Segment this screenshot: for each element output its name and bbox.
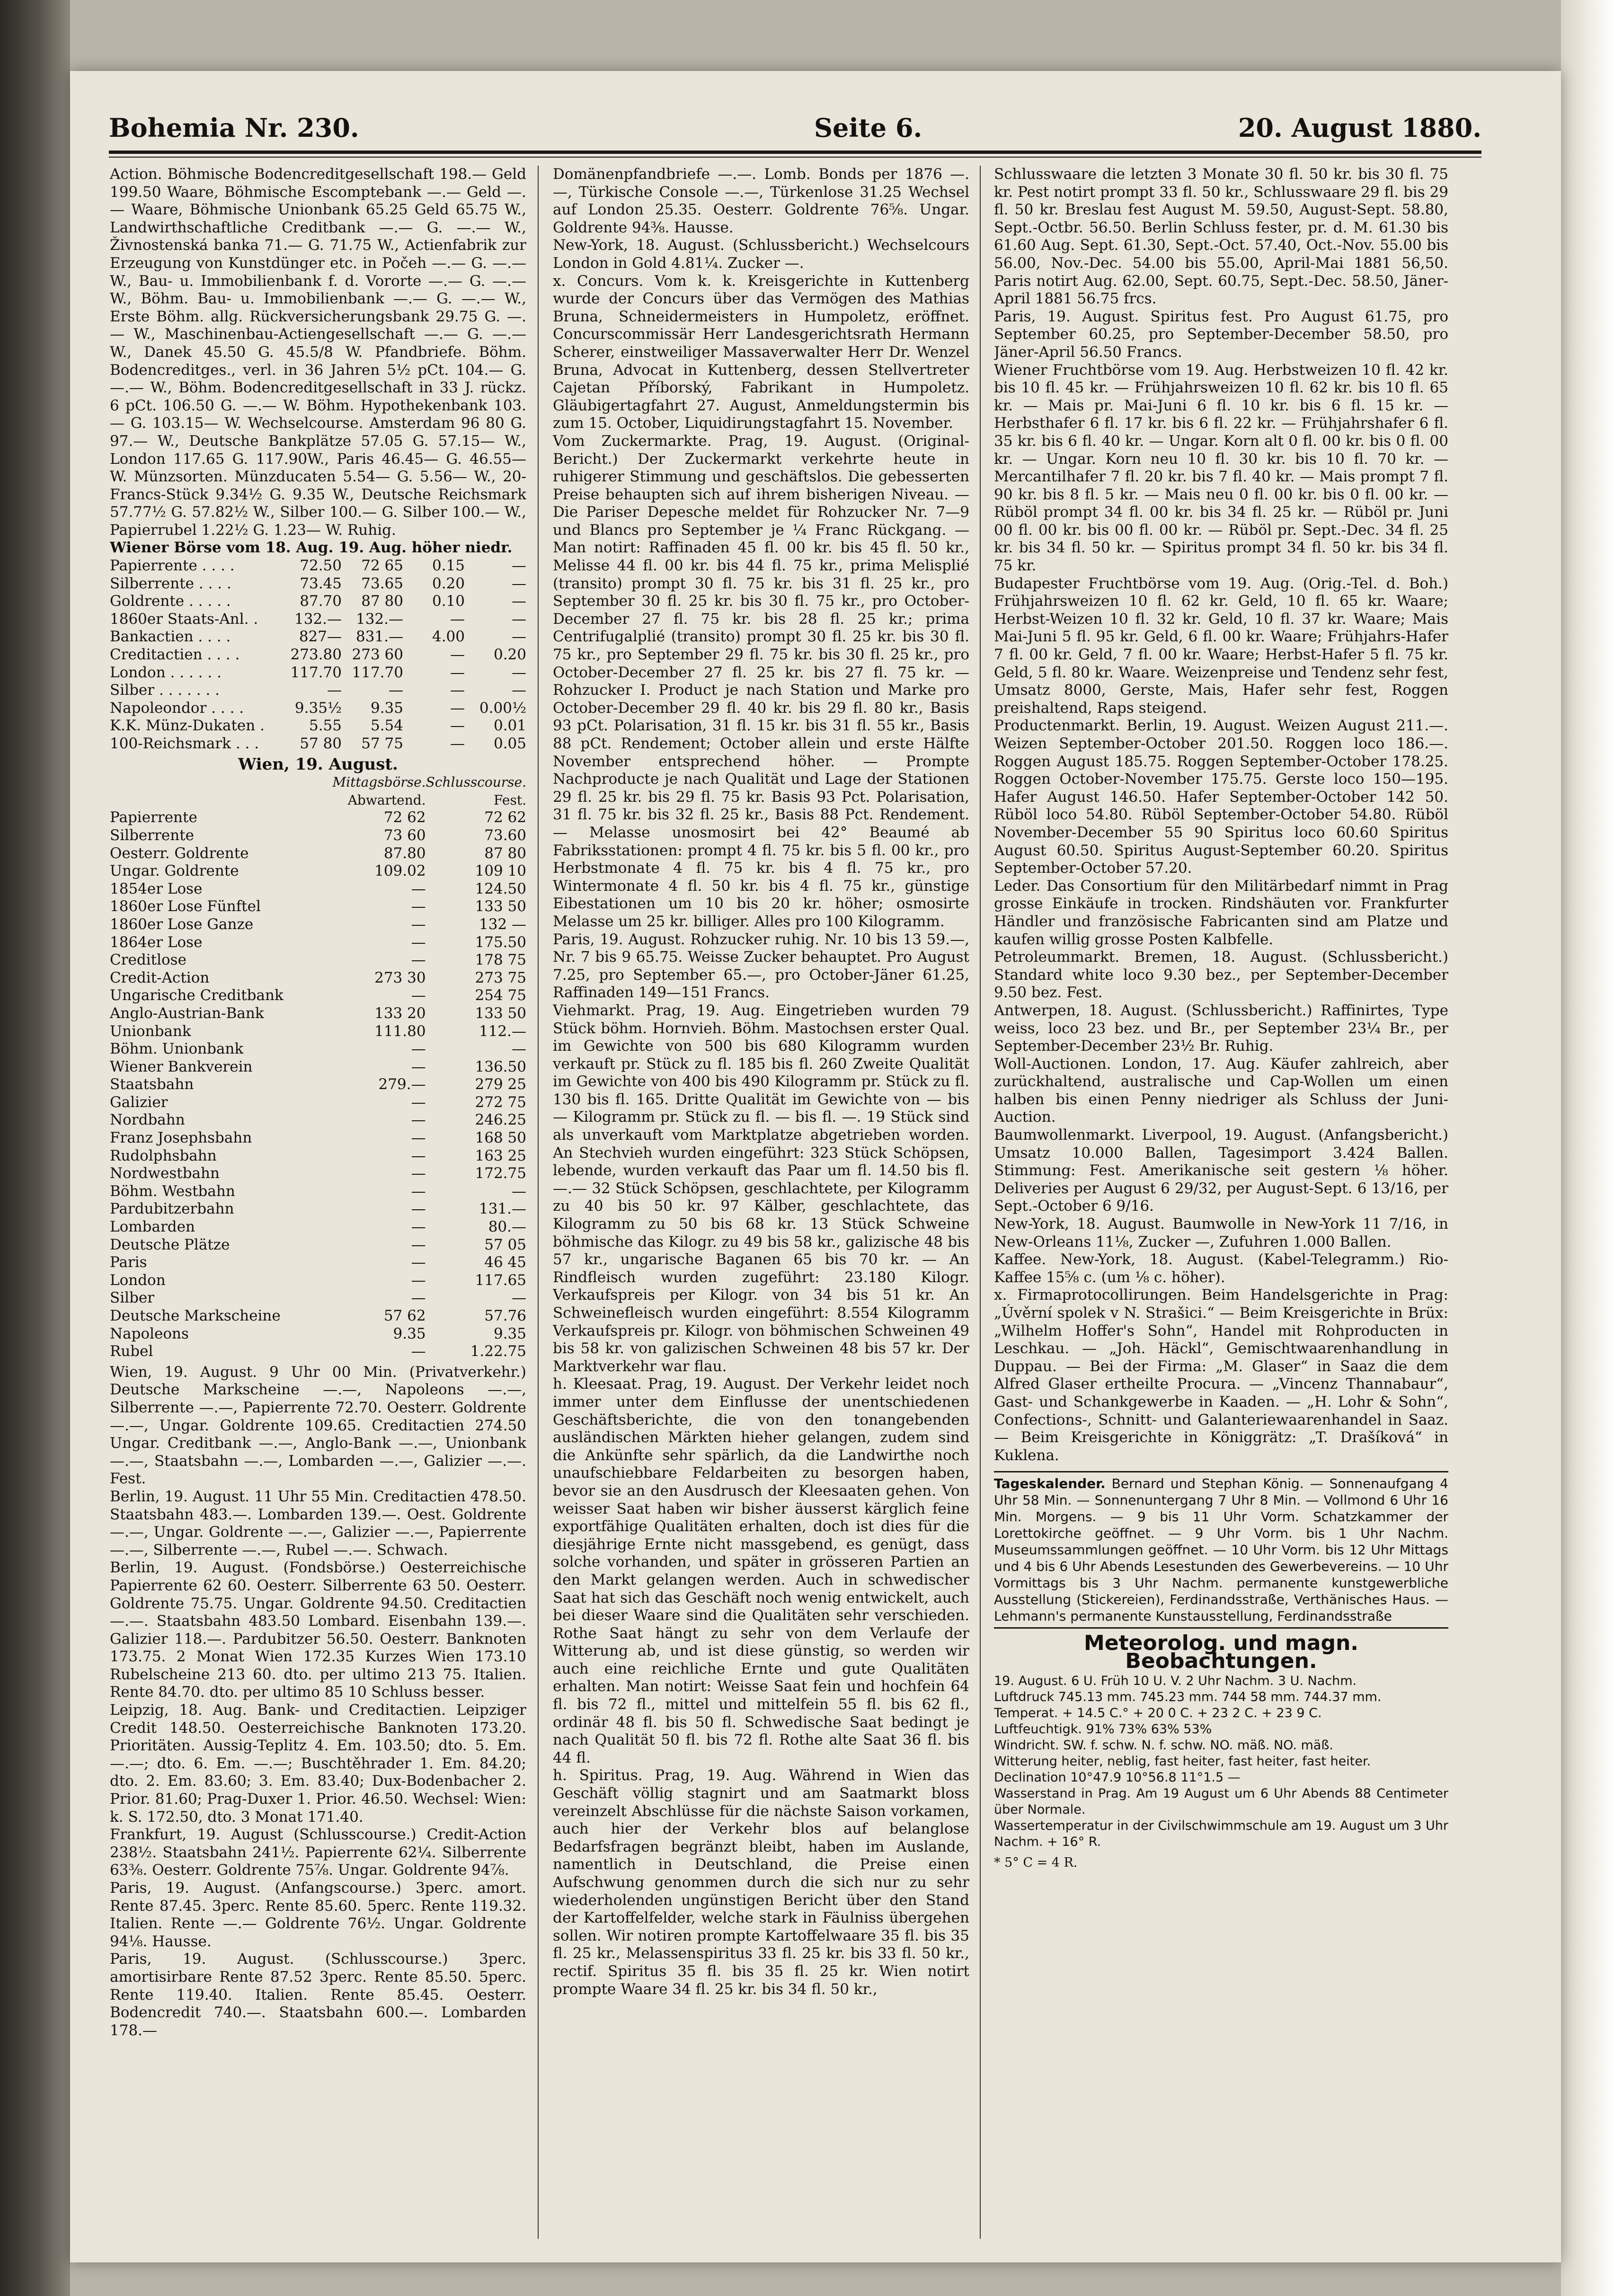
table-row bbox=[110, 700, 526, 718]
quote-value: 87.70 bbox=[300, 593, 342, 610]
security-name: 1860er Lose Fünftel bbox=[110, 898, 261, 915]
table-row bbox=[110, 575, 526, 593]
meteo-line: Luftdruck 745.13 mm. 745.23 mm. 744 58 mm. 744.37 mm. bbox=[994, 1689, 1382, 1704]
table-row bbox=[110, 1040, 526, 1058]
quote-value: 57.76 bbox=[484, 1307, 526, 1324]
produce-market-report: Productenmarkt. Berlin, 19. August. Weizen August 211.—. Weizen September-October 201.50. Roggen loco 186.—. Roggen August 185.75. Roggen September-October 178.25. Roggen October-November 175.75. Gerste loco 150—195. Hafer August 146.50. Hafer September-October 142 50. Rüböl loco 54.80. Rüböl September-October 54.80. Rüböl November-December 55 90 Spiritus loco 60.60 Spiritus August 60.50. Spiritus August-September 60.20. Spiritus September-October 57.20. bbox=[994, 717, 1448, 877]
quote-value: 273 60 bbox=[352, 646, 403, 664]
wien-col-sub-1: Abwartend. bbox=[347, 792, 426, 808]
quote-value: 831.— bbox=[355, 628, 403, 646]
security-name: Deutsche Markscheine bbox=[110, 1307, 281, 1324]
table-row bbox=[110, 1129, 526, 1147]
table-row bbox=[110, 1307, 526, 1325]
quote-value: 827— bbox=[299, 628, 342, 646]
table-row bbox=[110, 1236, 526, 1254]
scan-left-edge bbox=[0, 0, 70, 2296]
quote-value: 124.50 bbox=[475, 880, 526, 897]
security-name: Oesterr. Goldrente bbox=[110, 844, 249, 862]
security-name: Böhm. Westbahn bbox=[110, 1182, 235, 1200]
wiener-boerse-title: Wiener Börse vom 18. Aug. 19. Aug. höher niedr. bbox=[110, 539, 513, 557]
table-row bbox=[110, 969, 526, 987]
security-name: Goldrente . . . . . bbox=[110, 593, 231, 610]
meteo-title: Meteorolog. und magn. Beobachtungen. bbox=[1083, 1631, 1359, 1673]
meteo-line: Wassertemperatur in der Civilschwimmschule am 19. August um 3 Uhr Nachm. + 16° R. bbox=[994, 1818, 1448, 1849]
table-row bbox=[110, 1076, 526, 1094]
table-row bbox=[110, 557, 526, 575]
column-divider-2 bbox=[980, 166, 981, 2239]
wiener-boerse-rows bbox=[110, 557, 526, 753]
quote-value: 73.45 bbox=[300, 575, 342, 592]
quote-value: 0.00½ bbox=[479, 699, 526, 717]
table-row bbox=[110, 845, 526, 863]
table-row bbox=[110, 809, 526, 827]
table-row bbox=[110, 1200, 526, 1218]
quote-value: 72 62 bbox=[484, 809, 526, 826]
security-name: Rudolphsbahn bbox=[110, 1147, 217, 1164]
day-calendar-text: Bernard und Stephan König. — Sonnenaufgang 4 Uhr 58 Min. — Sonnenuntergang 7 Uhr 8 Min. — Vollmond 6 Uhr 16 Min. Morgens. — 9 bis 11 Uhr Vorm. Schatzkammer der Lorettokirche geöffnet. — 9 Uhr Vorm. bis 1 Uhr Nachm. Museumssammlungen geöffnet. — 10 Uhr Vorm. bis 12 Uhr Mittags und 4 bis 6 Uhr Abends Lesestunden des Gewerbevereins. — 10 Uhr Vormittags bis 3 Uhr Nachm. permanente kunstgewerbliche Ausstellung (Stickereien), Ferdinandsstraße, Verthänisches Haus. — Lehmann's permanente Kunstausstellung, Ferdinandsstraße bbox=[994, 1476, 1448, 1624]
table-row bbox=[110, 646, 526, 664]
foreign-bonds-report: Domänenpfandbriefe —.—. Lomb. Bonds per 1876 —.—, Türkische Console —.—, Türkenlose 31.25 Wechsel auf London 25.35. Oesterr. Goldrente 76⅝. Ungar. Goldrente 94⅜. Hausse. New-York, 18. August. (Schlussbericht.) Wechselcours London in Gold 4.81¼. Zucker —. bbox=[553, 166, 969, 272]
spirits-report-continued: Schlusswaare die letzten 3 Monate 30 fl. 50 kr. bis 30 fl. 75 kr. Pest notirt prompt 33 fl. 50 kr., Schlusswaare 29 fl. bis 29 fl. 50 kr. Breslau fest August M. 59.50, August-Sept. 58.80, Sept.-Octbr. 56.50. Berlin Schluss fester, pr. d. M. 61.30 bis 61.60 Aug. Sept. 61.30, Sept.-Oct. 57.40, Oct.-Nov. 55.00 bis 56.00, Nov.-Dec. 54.00 bis 55.00, April-Mai 1881 56,50. Paris notirt Aug. 62.00, Sept. 60.75, Sept.-Dec. 58.50, Jäner-April 1881 56.75 frcs. Paris, 19. August. Spiritus fest. Pro August 61.75, pro September 60.25, pro September-December 58.50, pro Jäner-April 56.50 Francs. bbox=[994, 166, 1448, 361]
meteo-observations bbox=[994, 1673, 1448, 1850]
quote-value: — bbox=[512, 628, 526, 646]
security-name: Galizier bbox=[110, 1093, 168, 1111]
foreign-exchange-reports: Wien, 19. August. 9 Uhr 00 Min. (Privatverkehr.) Deutsche Markscheine —.—, Napoleons —.—, Silberrente —.—, Papierrente 72.70. Oesterr. Goldrente —.—, Ungar. Goldrente 109.65. Creditactien 274.50 Ungar. Creditbank —.—, Anglo-Bank —.—, Unionbank —.—, Staatsbahn —.—, Lombarden —.—, Galizier —.—. Fest. Berlin, 19. August. 11 Uhr 55 Min. Creditactien 478.50. Staatsbahn 483.—. Lombarden 139.—. Oest. Goldrente —.—, Ungar. Goldrente —.—, Galizier —.—, Papierrente —.—, Silberrente —.—, Rubel —.—. Schwach. Berlin, 19. August. (Fondsbörse.) Oesterreichische Papierrente 62 60. Oesterr. Silberrente 63 50. Oesterr. Goldrente 75.75. Ungar. Goldrente 94.50. Creditactien —.—. Staatsbahn 483.50 Lombard. Eisenbahn 139.—. Galizier 118.—. Pardubitzer 56.50. Oesterr. Banknoten 173.75. 2 Monat Wien 172.35 Kurzes Wien 173.10 Rubelscheine 213 60. dto. per ultimo 213 75. Italien. Rente 84.70. dto. per ultimo 85 10 Schluss besser. Leipzig, 18. Aug. Bank- und Creditactien. Leipziger Credit 148.50. Oesterreichische Banknoten 173.20. Prioritäten. Aussig-Teplitz 4. Em. 103.50; dto. 5. Em. —.—; dto. 6. Em. —.—; Buschtěhrader 1. Em. 84.20; dto. 2. Em. 83.60; 3. Em. 83.40; Dux-Bodenbacher 2. Prior. 81.60; Prag-Duxer 1. Prior. 46.50. Wechsel: Wien: k. S. 172.50, dto. 3 Monat 171.40. Frankfurt, 19. August (Schlusscourse.) Credit-Action 238½. Staatsbahn 241½. Papierrente 62¼. Silberrente 63⅜. Oesterr. Goldrente 75⅞. Ungar. Goldrente 94⅞. Paris, 19. August. (Anfangscourse.) 3perc. amort. Rente 87.45. 3perc. Rente 85.60. 5perc. Rente 119.32. Italien. Rente —.— Goldrente 76½. Ungar. Goldrente 94⅛. Hausse. Paris, 19. August. (Schlusscourse.) 3perc. amortisirbare Rente 87.52 3perc. Rente 85.50. 5perc. Rente 119.40. Italien. Rente 85.45. Oesterr. Bodencredit 740.—. Staatsbahn 600.—. Lombarden 178.— bbox=[110, 1363, 526, 2039]
table-row bbox=[110, 1111, 526, 1129]
quote-value: 132.— bbox=[294, 610, 342, 628]
quote-value: 9.35½ bbox=[294, 699, 342, 717]
coffee-report: Kaffee. New-York, 18. August. (Kabel-Telegramm.) Rio-Kaffee 15⅝ c. (um ⅛ c. höher). bbox=[994, 1251, 1448, 1286]
security-name: Wiener Bankverein bbox=[110, 1058, 253, 1075]
quote-value: — bbox=[512, 682, 526, 699]
quote-value: 132 — bbox=[479, 915, 526, 933]
table-row bbox=[110, 1023, 526, 1041]
table-row bbox=[110, 1094, 526, 1112]
security-name: Anglo-Austrian-Bank bbox=[110, 1004, 264, 1022]
quote-value: 0.10 bbox=[432, 593, 465, 610]
quote-value: — bbox=[512, 557, 526, 575]
security-name: Silberrente bbox=[110, 826, 195, 844]
table-row bbox=[110, 951, 526, 969]
cotton-market-report: Baumwollenmarkt. Liverpool, 19. August. (Anfangsbericht.) Umsatz 10.000 Ballen, Tagesimport 3.424 Ballen. Stimmung: Fest. Amerikanische seit gestern ⅛ höher. Deliveries per August 6 29/32, per August-Sept. 6 13/16, per Sept.-October 6 9/16. New-York, 18. August. Baumwolle in New-York 11 7/16, in New-Orleans 11⅛, Zucker —, Zufuhren 1.000 Ballen. bbox=[994, 1126, 1448, 1250]
table-row bbox=[110, 1254, 526, 1272]
quote-value: — bbox=[512, 575, 526, 592]
security-name: Napoleondor . . . . bbox=[110, 699, 244, 717]
quote-value: — bbox=[411, 1040, 426, 1058]
quote-value: — bbox=[512, 610, 526, 628]
table-row bbox=[110, 987, 526, 1005]
quote-value: 109 10 bbox=[475, 862, 526, 880]
quote-value: — bbox=[450, 682, 465, 699]
table-row bbox=[110, 862, 526, 880]
security-name: Papierrente . . . . bbox=[110, 557, 235, 575]
security-name: 1860er Lose Ganze bbox=[110, 915, 254, 933]
table-row bbox=[110, 1289, 526, 1307]
quote-value: — bbox=[450, 610, 465, 628]
budapest-grain-exchange: Budapester Fruchtbörse vom 19. Aug. (Orig.-Tel. d. Boh.) Frühjahrsweizen 10 fl. 62 kr. Geld, 10 fl. 65 kr. Waare; Herbst-Weizen 10 fl. 32 kr. Geld, 10 fl. 37 kr. Waare; Mais Mai-Juni 5 fl. 95 kr. Geld, 6 fl. 00 kr. Waare; Frühjahrs-Hafer 7 fl. 00 kr. Geld, 7 fl. 00 kr. Waare; Herbst-Hafer 5 fl. 75 kr. Geld, 5 fl. 80 kr. Waare. Weizenpreise und Tendenz sehr fest, Umsatz 8000, Gerste, Mais, Hafer sehr fest, Roggen preishaltend, Raps steigend. bbox=[994, 575, 1448, 717]
security-name: Credit-Action bbox=[110, 969, 210, 986]
table-row bbox=[110, 898, 526, 916]
quote-value: 168 50 bbox=[475, 1129, 526, 1147]
quote-value: 0.20 bbox=[493, 646, 526, 664]
quote-value: 72 62 bbox=[383, 809, 426, 826]
security-name: Rubel bbox=[110, 1343, 153, 1360]
quote-value: — bbox=[450, 735, 465, 752]
day-calendar-box bbox=[994, 1471, 1448, 1629]
column-2 bbox=[553, 166, 969, 2239]
quote-value: 133 50 bbox=[475, 1004, 526, 1022]
table-row bbox=[110, 1325, 526, 1343]
quote-value: 0.05 bbox=[493, 735, 526, 752]
wool-auction-report: Woll-Auctionen. London, 17. Aug. Käufer zahlreich, aber zurückhaltend, australische und Cap-Wollen um einen halben bis einen Penny niedriger als Schluss der Juni-Auction. bbox=[994, 1055, 1448, 1126]
quote-value: 87.80 bbox=[383, 844, 426, 862]
quote-value: 273 75 bbox=[475, 969, 526, 986]
quote-value: — bbox=[512, 593, 526, 610]
table-row bbox=[110, 916, 526, 934]
quote-value: 9.35 bbox=[393, 1325, 426, 1342]
wien-col-head-1: Mittagsbörse. bbox=[332, 774, 426, 790]
quote-value: 73.65 bbox=[361, 575, 403, 592]
quote-value: 133 50 bbox=[475, 898, 526, 915]
scan-right-edge bbox=[1561, 0, 1614, 2296]
quote-value: 9.35 bbox=[370, 699, 403, 717]
quote-value: — bbox=[411, 1289, 426, 1307]
quote-value: — bbox=[411, 1254, 426, 1271]
security-name: Napoleons bbox=[110, 1325, 189, 1342]
security-name: Staatsbahn bbox=[110, 1076, 194, 1093]
table-row bbox=[110, 664, 526, 682]
quote-value: 0.01 bbox=[493, 717, 526, 735]
quote-value: — bbox=[411, 951, 426, 969]
security-name: Nordwestbahn bbox=[110, 1165, 220, 1182]
security-name: K.K. Münz-Dukaten . bbox=[110, 717, 265, 735]
quote-value: 5.54 bbox=[370, 717, 403, 735]
security-name: Pardubitzerbahn bbox=[110, 1200, 234, 1218]
security-name: Silber . . . . . . . bbox=[110, 682, 220, 699]
quote-value: — bbox=[411, 1093, 426, 1111]
quote-value: — bbox=[411, 987, 426, 1004]
security-name: Franz Josephsbahn bbox=[110, 1129, 252, 1147]
meteo-line: Windricht. SW. f. schw. N. f. schw. NO. mäß. NO. mäß. bbox=[994, 1738, 1333, 1753]
masthead bbox=[109, 113, 1481, 151]
quote-value: — bbox=[450, 717, 465, 735]
quote-value: 111.80 bbox=[374, 1022, 426, 1040]
column-3 bbox=[994, 166, 1448, 2239]
vienna-grain-exchange: Wiener Fruchtbörse vom 19. Aug. Herbstweizen 10 fl. 42 kr. bis 10 fl. 45 kr. — Frühjahrsweizen 10 fl. 62 kr. bis 10 fl. 65 kr. — Mais pr. Mai-Juni 6 fl. 10 kr. bis 6 fl. 15 kr. — Herbsthafer 6 fl. 17 kr. bis 6 fl. 22 kr. — Frühjahrshafer 6 fl. 35 kr. bis 6 fl. 40 kr. — Ungar. Korn alt 0 fl. 00 kr. bis 0 fl. 00 kr. — Ungar. Korn neu 10 fl. 30 kr. bis 10 fl. 70 kr. — Mercantilhafer 7 fl. 20 kr. bis 7 fl. 40 kr. — Mais prompt 7 fl. 90 kr. bis 8 fl. 5 kr. — Mais neu 0 fl. 00 kr. bis 0 fl. 00 kr. — Rüböl prompt 34 fl. 00 kr. bis 34 fl. 25 kr. — Rüböl pr. Juni 00 fl. 00 kr. bis 00 fl. 00 kr. — Rüböl pr. Sept.-Dec. 34 fl. 25 kr. bis 34 fl. 50 kr. — Spiritus prompt 34 fl. 50 kr. bis 34 fl. 75 kr. bbox=[994, 361, 1448, 575]
quote-value: 117.70 bbox=[290, 664, 342, 681]
leather-report: Leder. Das Consortium für den Militärbedarf nimmt in Prag grosse Einkäufe in trocken. Rindshäuten vor. Frankfurter Händler und französische Fabricanten sind am Platze und kaufen willig grosse Posten Kalbfelle. bbox=[994, 877, 1448, 948]
petroleum-report: Petroleummarkt. Bremen, 18. August. (Schlussbericht.) Standard white loco 9.30 bez., per September-December 9.50 bez. Fest. Antwerpen, 18. August. (Schlussbericht.) Raffinirtes, Type weiss, loco 23 bez. und Br., per September 23¼ Br., per September-December 23½ Br. Ruhig. bbox=[994, 949, 1448, 1055]
wien-course-table bbox=[110, 756, 526, 1361]
quote-value: 279.— bbox=[378, 1076, 426, 1093]
day-calendar-title: Tageskalender. bbox=[994, 1476, 1106, 1492]
meteo-line: Luftfeuchtigk. 91% 73% 63% 53% bbox=[994, 1721, 1212, 1737]
prague-exchange-report: Action. Böhmische Bodencreditgesellschaft 198.— Geld 199.50 Waare, Böhmische Escomptebank —.— Geld —.— Waare, Böhmische Unionbank 65.25 Geld 65.75 W., Landwirthschaftliche Creditbank —.— G. —.— W., Živnostenská banka 71.— G. 71.75 W., Actienfabrik zur Erzeugung von Kunstdünger etc. in Počeh —.— G. —.— W., Bau- u. Immobilienbank f. d. Vororte —.— G. —.— W., Böhm. Bau- u. Immobilienbank —.— G. —.— W., Erste Böhm. allg. Rückversicherungsbank 29.75 G. —.— W., Maschinenbau-Actiengesellschaft —.— G. —.— W., Danek 45.50 G. 45.5/8 W. Pfandbriefe. Böhm. Bodencreditges., verl. in 36 Jahren 5½ pCt. 104.— G. —.— W., Böhm. Bodencreditgesellschaft in 33 J. rückz. 6 pCt. 106.50 G. —.— W. Böhm. Hypothekenbank 103.— G. 103.15— W. Wechselcourse. Amsterdam 96 80 G. 97.— W., Deutsche Bankplätze 57.05 G. 57.15— W., London 117.65 G. 117.90W., Paris 46.45— G. 46.55— W. Münzsorten. Münzducaten 5.54— G. 5.56— W., 20-Francs-Stück 9.34½ G. 9.35 W., Deutsche Reichsmark 57.77½ G. 57.82½ W., Silber 100.— G. Silber 100.— W., Papierrubel 1.22½ G. 1.23— W. Ruhig. bbox=[110, 166, 526, 539]
security-name: 1854er Lose bbox=[110, 880, 203, 897]
quote-value: — bbox=[411, 1271, 426, 1289]
quote-value: 279 25 bbox=[475, 1076, 526, 1093]
security-name: Ungarische Creditbank bbox=[110, 987, 284, 1004]
clover-seed-report: h. Kleesaat. Prag, 19. August. Der Verkehr leidet noch immer unter dem Einflusse der unentschiedenen Geschäftsberichte, die von den tonangebenden ausländischen Märkten hieher gelangen, zudem sind die Ankünfte sehr spärlich, da die Landwirthe noch unaufschiebbare Feldarbeiten zu besorgen haben, bevor sie an den Ausdrusch der Kleesaaten gehen. Von weisser Saat haben wir bisher äusserst kärglich feine exportfähige Qualitäten erhalten, doch ist dies für die diesjährige Ernte nicht massgebend, es genügt, dass solche vorhanden, und später in grösseren Partien an den Markt gelangen werden. Auch in schwedischer Saat hat sich das Geschäft noch wenig entwickelt, auch bei dieser Waare sind die Qualitäten sehr verschieden. Rothe Saat hängt zu sehr von dem Verlaufe der Witterung ab, und ist diese günstig, so werden wir auch eine reichliche Ernte und gute Qualitäten erhalten. Man notirt: Weisse Saat fein und hochfein 64 fl. bis 72 fl., mittel und mittelfein 55 fl. bis 62 fl., ordinär 48 fl. bis 50 fl. Schwedische Saat bedingt je nach Qualität 50 fl. bis 72 fl. Rothe alte Saat 36 fl. bis 44 fl. bbox=[553, 1375, 969, 1766]
security-name: Ungar. Goldrente bbox=[110, 862, 239, 880]
security-name: London . . . . . . bbox=[110, 664, 222, 681]
column-1 bbox=[110, 166, 526, 2239]
quote-value: — bbox=[411, 1165, 426, 1182]
wien-title: Wien, 19. August. bbox=[238, 754, 398, 774]
quote-value: 72.50 bbox=[300, 557, 342, 575]
quote-value: — bbox=[389, 682, 403, 699]
column-divider-1 bbox=[538, 166, 539, 2239]
quote-value: 73.60 bbox=[484, 826, 526, 844]
quote-value: 73 60 bbox=[383, 826, 426, 844]
spirits-report: h. Spiritus. Prag, 19. Aug. Während in Wien das Geschäft völlig stagnirt und am Saatmarkt bloss vereinzelt Abschlüsse für die nächste Saison vorkamen, auch hier der Verkehr blos auf belanglose Bedarfsfragen begränzt bleibt, haben im Auslande, namentlich in Deutschland, die Preise einen Aufschwung genommen durch die sich nur zu sehr wiederholenden ungünstigen Bericht über den Stand der Kartoffelfelder, welche stark in Fäulniss übergehen sollen. Wir notiren prompte Kartoffelwaare 35 fl. bis 35 fl. 25 kr., Melassenspiritus 33 fl. 25 kr. bis 33 fl. 50 kr., rectif. Spiritus 35 fl. bis 35 fl. 25 kr. Wien notirt prompte Waare 34 fl. 25 kr. bis 34 fl. 50 kr., bbox=[553, 1767, 969, 1998]
quote-value: 57 62 bbox=[383, 1307, 426, 1324]
quote-value: 109.02 bbox=[374, 862, 426, 880]
security-name: Paris bbox=[110, 1254, 147, 1271]
quote-value: — bbox=[327, 682, 342, 699]
quote-value: — bbox=[450, 699, 465, 717]
table-row bbox=[110, 1147, 526, 1165]
quote-value: 131.— bbox=[479, 1200, 526, 1218]
table-row bbox=[110, 735, 526, 753]
meteo-line: Declination 10°47.9 10°56.8 11°1.5 — bbox=[994, 1770, 1241, 1785]
security-name: Deutsche Plätze bbox=[110, 1236, 230, 1253]
quote-value: 0.15 bbox=[432, 557, 465, 575]
quote-value: 175.50 bbox=[475, 933, 526, 951]
quote-value: — bbox=[411, 1343, 426, 1360]
quote-value: 1.22.75 bbox=[470, 1343, 526, 1360]
masthead-paper-name: Bohemia Nr. 230. bbox=[109, 113, 359, 143]
quote-value: — bbox=[450, 664, 465, 681]
wien-col-head-2: Schlusscourse. bbox=[426, 774, 526, 790]
table-row bbox=[110, 593, 526, 611]
quote-value: 254 75 bbox=[475, 987, 526, 1004]
table-row bbox=[110, 880, 526, 898]
quote-value: 57 80 bbox=[300, 735, 342, 752]
quote-value: — bbox=[411, 1218, 426, 1236]
wien-rows bbox=[110, 773, 526, 1361]
security-name: Papierrente bbox=[110, 809, 197, 826]
masthead-rule bbox=[109, 151, 1481, 154]
table-row bbox=[110, 717, 526, 735]
quote-value: — bbox=[411, 898, 426, 915]
quote-value: 246.25 bbox=[475, 1111, 526, 1129]
quote-value: — bbox=[512, 1040, 526, 1058]
quote-value: — bbox=[411, 1058, 426, 1075]
meteo-line: Witterung heiter, neblig, fast heiter, fast heiter, fast heiter. bbox=[994, 1754, 1371, 1769]
quote-value: 112.— bbox=[479, 1022, 526, 1040]
quote-value: — bbox=[411, 1182, 426, 1200]
table-row bbox=[110, 1272, 526, 1290]
security-name: Silberrente . . . . bbox=[110, 575, 231, 592]
meteo-line: Wasserstand in Prag. Am 19 August um 6 Uhr Abends 88 Centimeter über Normale. bbox=[994, 1786, 1448, 1817]
security-name: Unionbank bbox=[110, 1022, 191, 1040]
quote-value: 136.50 bbox=[475, 1058, 526, 1075]
quote-value: 273.80 bbox=[290, 646, 342, 664]
table-row bbox=[110, 827, 526, 845]
quote-value: — bbox=[512, 664, 526, 681]
security-name: Bankactien . . . . bbox=[110, 628, 231, 646]
quote-value: 87 80 bbox=[484, 844, 526, 862]
quote-value: 272 75 bbox=[475, 1093, 526, 1111]
quote-value: 57 05 bbox=[484, 1236, 526, 1253]
quote-value: 117.70 bbox=[352, 664, 403, 681]
quote-value: 172.75 bbox=[475, 1165, 526, 1182]
quote-value: 132.— bbox=[355, 610, 403, 628]
table-row bbox=[110, 628, 526, 646]
security-name: London bbox=[110, 1271, 166, 1289]
security-name: 100-Reichsmark . . . bbox=[110, 735, 259, 752]
quote-value: 9.35 bbox=[493, 1325, 526, 1342]
table-row bbox=[110, 1058, 526, 1076]
quote-value: — bbox=[512, 1289, 526, 1307]
quote-value: 46 45 bbox=[484, 1254, 526, 1271]
quote-value: 117.65 bbox=[475, 1271, 526, 1289]
table-row bbox=[110, 611, 526, 629]
table-row bbox=[110, 1218, 526, 1236]
cattle-market-report: Viehmarkt. Prag, 19. Aug. Eingetrieben wurden 79 Stück böhm. Hornvieh. Böhm. Mastochsen erster Qual. im Gewichte von 500 bis 680 Kilogramm wurden verkauft pr. Stück zu fl. 185 bis fl. 260 Zweite Qualität im Gewichte von 400 bis 490 Kilogramm pr. Stück zu fl. 130 bis fl. 165. Dritte Qualität im Gewichte von — bis — Kilogramm pr. Stück zu fl. — bis fl. —. 19 Stück sind als unverkauft vom Marktplatze abgetrieben worden. An Stechvieh wurden eingeführt: 323 Stück Schöpsen, lebende, wurden verkauft das Paar um fl. 14.50 bis fl. —.— 32 Stück Schöpsen, geschlachtete, per Kilogramm zu 40 bis 50 kr. 97 Kälber, geschlachtete, das Kilogramm zu 50 bis 68 kr. 13 Stück Schweine böhmische das Kilogr. zu 49 bis 58 kr., galizische 48 bis 57 kr., ungarische Baganen 65 bis 70 kr. — An Rindfleisch wurden zugeführt: 23.180 Kilogr. Verkaufspreis per Kilogr. von 34 bis 51 kr. An Schweinefleisch wurden eingeführt: 8.554 Kilogramm Verkaufspreis pr. Kilogr. von böhmischen Schweinen 49 bis 58 kr. von galizischen Schweinen 48 bis 57 kr. Der Marktverkehr war flau. bbox=[553, 1002, 969, 1375]
wiener-boerse-table bbox=[110, 539, 526, 753]
quote-value: 178 75 bbox=[475, 951, 526, 969]
quote-value: 163 25 bbox=[475, 1147, 526, 1164]
quote-value: 133 20 bbox=[374, 1004, 426, 1022]
meteo-footnote: * 5° C = 4 R. bbox=[994, 1855, 1078, 1870]
table-row bbox=[110, 1165, 526, 1183]
table-row bbox=[110, 934, 526, 952]
quote-value: 57 75 bbox=[361, 735, 403, 752]
security-name: Böhm. Unionbank bbox=[110, 1040, 244, 1058]
quote-value: — bbox=[411, 1129, 426, 1147]
quote-value: — bbox=[411, 1111, 426, 1129]
table-row bbox=[110, 1005, 526, 1023]
quote-value: — bbox=[411, 1200, 426, 1218]
security-name: Creditactien . . . . bbox=[110, 646, 240, 664]
quote-value: 0.20 bbox=[432, 575, 465, 592]
firm-registrations: x. Firmaprotocollirungen. Beim Handelsgerichte in Prag: „Úvěrní spolek v N. Strašici.“ — Beim Kreisgerichte in Brüx: „Wilhelm Hoffer's Sohn“, Handel mit Rohproducten in Leschkau. — „Joh. Häckl“, Gemischtwaarenhandlung in Duppau. — Bei der Firma: „M. Glaser“ in Saaz die dem Alfred Glaser ertheilte Procura. — „Vincenz Thannabaur“, Gast- und Schankgewerbe in Kaaden. — „H. Lohr & Sohn“, Confections-, Schnitt- und Galanteriewaarenhandel in Saaz. — Beim Kreisgerichte in Königgrätz: „T. Drašíková“ in Kuklena. bbox=[994, 1286, 1448, 1464]
security-name: Silber bbox=[110, 1289, 155, 1307]
wien-col-sub-2: Fest. bbox=[494, 792, 526, 808]
quote-value: — bbox=[450, 646, 465, 664]
quote-value: 5.55 bbox=[309, 717, 342, 735]
table-row bbox=[110, 1343, 526, 1361]
security-name: Lombarden bbox=[110, 1218, 195, 1236]
quote-value: — bbox=[411, 1147, 426, 1164]
quote-value: 72 65 bbox=[361, 557, 403, 575]
meteo-line: Temperat. + 14.5 C.° + 20 0 C. + 23 2 C. + 23 9 C. bbox=[994, 1705, 1322, 1720]
security-name: 1864er Lose bbox=[110, 933, 203, 951]
quote-value: 87 80 bbox=[361, 593, 403, 610]
masthead-rule-thin bbox=[109, 157, 1481, 158]
meteo-line: 19. August. 6 U. Früh 10 U. V. 2 Uhr Nachm. 3 U. Nachm. bbox=[994, 1673, 1357, 1688]
concurs-notice: x. Concurs. Vom k. k. Kreisgerichte in Kuttenberg wurde der Concurs über das Vermögen des Mathias Bruna, Schneidermeisters in Humpoletz, eröffnet. Concurscommissär Herr Landesgerichtsrath Hermann Scherer, einstweiliger Massaverwalter Herr Dr. Wenzel Bruna, Advocat in Kuttenberg, dessen Stellvertreter Cajetan Příborský, Fabrikant in Humpoletz. Gläubigertagfahrt 27. August, Anmeldungstermin bis zum 15. October, Liquidirungstagfahrt 15. November. bbox=[553, 272, 969, 432]
quote-value: — bbox=[411, 880, 426, 897]
table-row bbox=[110, 1183, 526, 1201]
table-row bbox=[110, 682, 526, 700]
masthead-page-number: Seite 6. bbox=[814, 113, 922, 143]
quote-value: 80.— bbox=[488, 1218, 526, 1236]
security-name: 1860er Staats-Anl. . bbox=[110, 610, 258, 628]
quote-value: — bbox=[411, 1236, 426, 1253]
quote-value: — bbox=[512, 1182, 526, 1200]
quote-value: — bbox=[411, 933, 426, 951]
security-name: Nordbahn bbox=[110, 1111, 185, 1129]
sugar-market-report: Vom Zuckermarkte. Prag, 19. August. (Original-Bericht.) Der Zuckermarkt verkehrte heute in ruhigerer Stimmung und geschäftslos. Die gebesserten Preise behaupten sich auf ihrem bisherigen Niveau. — Die Pariser Depesche meldet für Rohzucker Nr. 7—9 und Blancs pro September je ¼ Franc Rückgang. — Man notirt: Raffinaden 45 fl. 00 kr. bis 45 fl. 50 kr., Melisse 44 fl. 00 kr. bis 44 fl. 75 kr., prima Melisplié (transito) prompt 30 fl. 75 kr. bis 31 fl. 25 kr., pro September 30 fl. 25 kr. bis 30 fl. 75 kr., pro October-December 27 fl. 75 kr. bis 28 fl. 25 kr.; prima Centrifugalplié (transito) prompt 30 fl. 25 kr. bis 30 fl. 75 kr., pro September 29 fl. 75 kr. bis 30 fl. 25 kr., pro October-December 27 fl. 25 kr. bis 27 fl. 75 kr. — Rohzucker I. Product je nach Station und Marke pro October-December 29 fl. 40 kr. bis 29 fl. 80 kr., Basis 93 pCt. Polarisation, 31 fl. 15 kr. bis 31 fl. 55 kr., Basis 88 pCt. Rendement; October allein und erste Hälfte November entsprechend höher. — Prompte Nachproducte je nach Qualität und Lage der Stationen 29 fl. 25 kr. bis 29 fl. 75 kr. Basis 93 Pct. Polarisation, 31 fl. 75 kr. bis 32 fl. 25 kr., Basis 88 Pct. Rendement. — Melasse unosmosirt bei 42° Beaumé ab Fabriksstationen: prompt 4 fl. 75 kr. bis 5 fl. 00 kr., pro Herbstmonate 4 fl. 75 kr. bis 4 fl. 75 kr., pro Wintermonate 4 fl. 50 kr. bis 4 fl. 75 kr., günstige Eibestationen um 10 bis 20 kr. höher; osmosirte Melasse um 25 kr. billiger. Alles pro 100 Kilogramm. Paris, 19. August. Rohzucker ruhig. Nr. 10 bis 13 59.—, Nr. 7 bis 9 65.75. Weisse Zucker behauptet. Pro August 7.25, pro September 65.—, pro October-Jäner 61.25, Raffinaden 149—151 Francs. bbox=[553, 432, 969, 1002]
quote-value: 273 30 bbox=[374, 969, 426, 986]
masthead-date: 20. August 1880. bbox=[1238, 113, 1481, 143]
quote-value: — bbox=[411, 915, 426, 933]
security-name: Creditlose bbox=[110, 951, 186, 969]
quote-value: 4.00 bbox=[432, 628, 465, 646]
